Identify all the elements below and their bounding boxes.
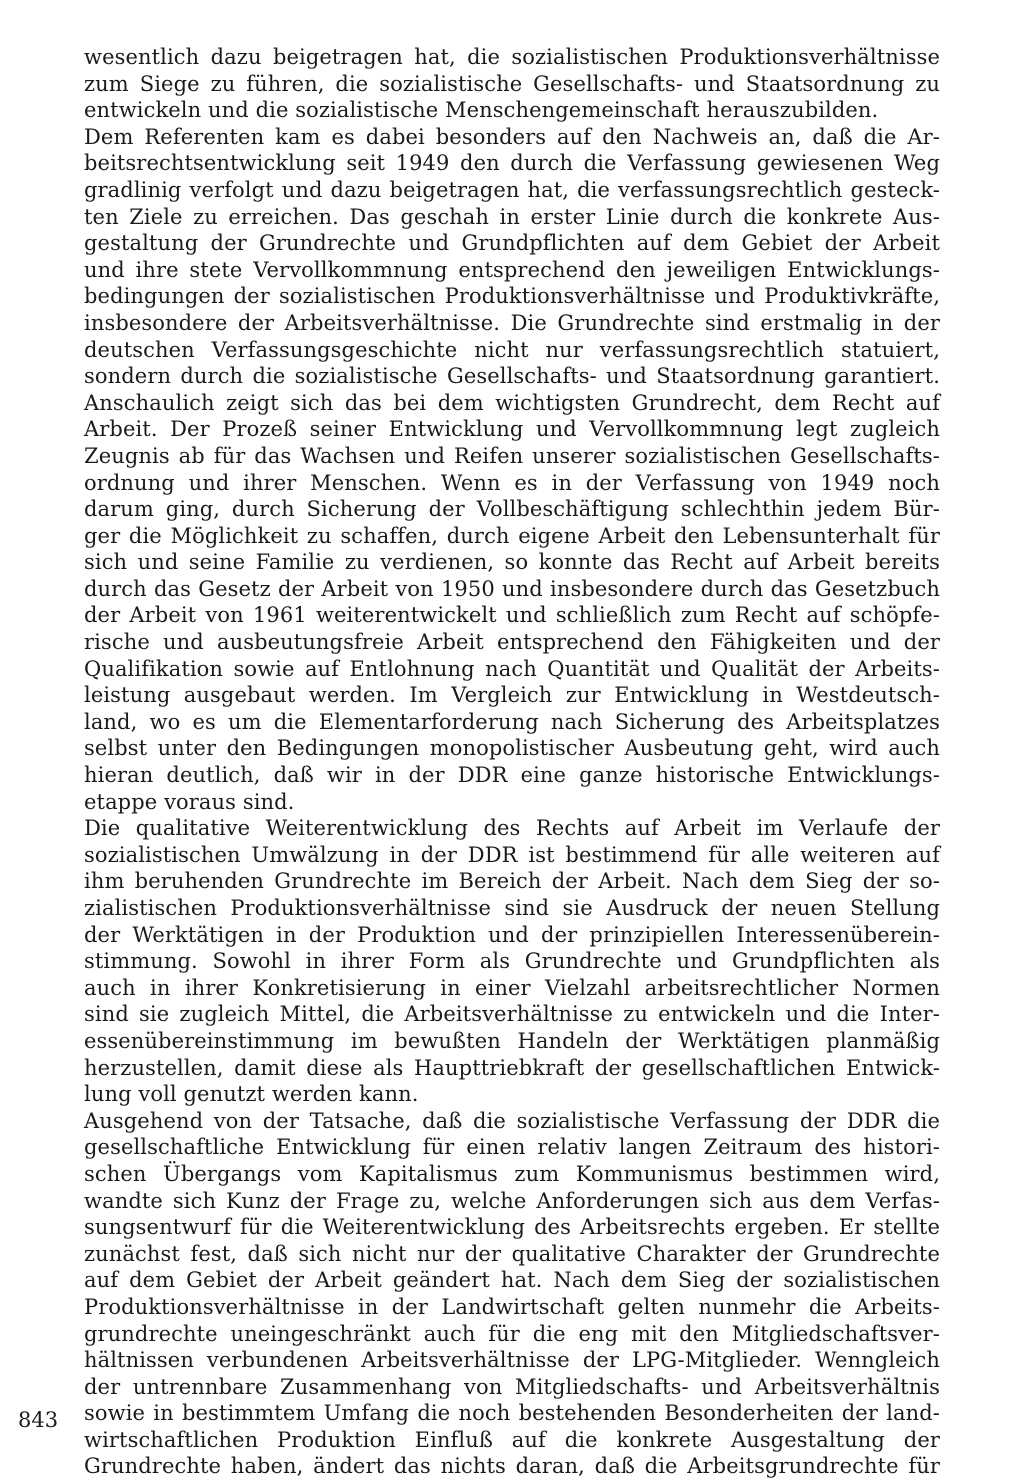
text-line: Grundrechte haben, ändert das nichts daran, daß die Arbeitsgrundrechte für	[84, 1454, 940, 1479]
text-line: etappe voraus sind.	[84, 789, 295, 814]
text-line: insbesondere der Arbeitsverhältnisse. Die Grundrechte sind erstmalig in der	[84, 310, 940, 335]
text-line: Zeugnis ab für das Wachsen und Reifen unserer sozialistischen Gesellschafts-	[84, 443, 940, 468]
text-line: darum ging, durch Sicherung der Vollbeschäftigung schlechthin jedem Bür-	[84, 497, 940, 522]
text-line: auch in ihrer Konkretisierung in einer Vielzahl arbeitsrechtlicher Normen	[84, 975, 940, 1000]
text-line: hältnissen verbundenen Arbeitsverhältnisse der LPG-Mitglieder. Wenngleich	[84, 1348, 940, 1373]
text-line: der untrennbare Zusammenhang von Mitgliedschafts- und Arbeitsverhältnis	[84, 1374, 940, 1399]
paragraph	[84, 124, 940, 815]
text-line: wandte sich Kunz der Frage zu, welche Anforderungen sich aus dem Verfas-	[84, 1188, 940, 1213]
page-number: 843	[18, 1408, 59, 1432]
paragraph	[84, 815, 940, 1108]
text-line: ten Ziele zu erreichen. Das geschah in erster Linie durch die konkrete Aus-	[84, 204, 940, 229]
text-line: sozialistischen Umwälzung in der DDR ist bestimmend für alle weiteren auf	[84, 842, 940, 867]
text-line: der Arbeit von 1961 weiterentwickelt und schließlich zum Recht auf schöpfe-	[84, 603, 940, 628]
text-line: und ihre stete Vervollkommnung entsprechend den jeweiligen Entwicklungs-	[84, 257, 940, 282]
text-line: gradlinig verfolgt und dazu beigetragen hat, die verfassungsrechtlich gesteck-	[84, 177, 940, 202]
text-line: Dem Referenten kam es dabei besonders auf den Nachweis an, daß die Ar-	[84, 124, 940, 149]
text-line: ihm beruhenden Grundrechte im Bereich der Arbeit. Nach dem Sieg der so-	[84, 869, 940, 894]
text-line: Arbeit. Der Prozeß seiner Entwicklung und Vervollkommnung legt zugleich	[84, 417, 940, 442]
text-line: grundrechte uneingeschränkt auch für die eng mit den Mitgliedschaftsver-	[84, 1321, 940, 1346]
text-line: ger die Möglichkeit zu schaffen, durch eigene Arbeit den Lebensunterhalt für	[84, 523, 940, 548]
text-line: Die qualitative Weiterentwicklung des Rechts auf Arbeit im Verlaufe der	[84, 816, 940, 841]
text-line: deutschen Verfassungsgeschichte nicht nur verfassungsrechtlich statuiert,	[84, 337, 940, 362]
text-line: sich und seine Familie zu verdienen, so konnte das Recht auf Arbeit bereits	[84, 550, 940, 575]
text-line: zum Siege zu führen, die sozialistische Gesellschafts- und Staatsordnung zu	[84, 71, 940, 96]
text-line: gestaltung der Grundrechte und Grundpflichten auf dem Gebiet der Arbeit	[84, 231, 940, 256]
paragraph	[84, 44, 940, 124]
text-line: zunächst fest, daß sich nicht nur der qualitative Charakter der Grundrechte	[84, 1241, 940, 1266]
text-line: sondern durch die sozialistische Gesellschafts- und Staatsordnung garantiert.	[84, 364, 940, 389]
text-line: gesellschaftliche Entwicklung für einen relativ langen Zeitraum des histori-	[84, 1135, 940, 1160]
text-line: essenübereinstimmung im bewußten Handeln der Werktätigen planmäßig	[84, 1028, 940, 1053]
text-line: sowie in bestimmtem Umfang die noch bestehenden Besonderheiten der land-	[84, 1401, 940, 1426]
text-line: Produktionsverhältnisse in der Landwirtschaft gelten nunmehr die Arbeits-	[84, 1294, 940, 1319]
text-line: hieran deutlich, daß wir in der DDR eine ganze historische Entwicklungs-	[84, 763, 940, 788]
text-line: herzustellen, damit diese als Haupttriebkraft der gesellschaftlichen Entwick-	[84, 1055, 940, 1080]
text-line: ordnung und ihrer Menschen. Wenn es in der Verfassung von 1949 noch	[84, 470, 940, 495]
text-line: selbst unter den Bedingungen monopolistischer Ausbeutung geht, wird auch	[84, 736, 940, 761]
text-line: stimmung. Sowohl in ihrer Form als Grundrechte und Grundpflichten als	[84, 949, 940, 974]
text-line: Anschaulich zeigt sich das bei dem wichtigsten Grundrecht, dem Recht auf	[84, 390, 940, 415]
text-line: leistung ausgebaut werden. Im Vergleich zur Entwicklung in Westdeutsch-	[84, 683, 940, 708]
text-line: bedingungen der sozialistischen Produktionsverhältnisse und Produktivkräfte,	[84, 284, 940, 309]
text-line: auf dem Gebiet der Arbeit geändert hat. Nach dem Sieg der sozialistischen	[84, 1268, 940, 1293]
text-line: sind sie zugleich Mittel, die Arbeitsverhältnisse zu entwickeln und die Inter-	[84, 1002, 940, 1027]
text-line: der Werktätigen in der Produktion und der prinzipiellen Interessenüberein-	[84, 922, 940, 947]
text-line: entwickeln und die sozialistische Menschengemeinschaft herauszubilden.	[84, 98, 879, 123]
text-line: schen Übergangs vom Kapitalismus zum Kommunismus bestimmen wird,	[84, 1161, 940, 1186]
text-line: land, wo es um die Elementarforderung nach Sicherung des Arbeitsplatzes	[84, 709, 940, 734]
text-line: rische und ausbeutungsfreie Arbeit entsprechend den Fähigkeiten und der	[84, 630, 940, 655]
text-line: Qualifikation sowie auf Entlohnung nach Quantität und Qualität der Arbeits-	[84, 656, 940, 681]
text-line: wirtschaftlichen Produktion Einfluß auf die konkrete Ausgestaltung der	[84, 1427, 940, 1452]
text-line: Ausgehend von der Tatsache, daß die sozialistische Verfassung der DDR die	[84, 1108, 940, 1133]
text-line: durch das Gesetz der Arbeit von 1950 und insbesondere durch das Gesetzbuch	[84, 576, 940, 601]
text-line: beitsrechtsentwicklung seit 1949 den durch die Verfassung gewiesenen Weg	[84, 151, 940, 176]
paragraph	[84, 1108, 940, 1480]
body-text	[84, 44, 940, 1480]
text-line: wesentlich dazu beigetragen hat, die sozialistischen Produktionsverhältnisse	[84, 45, 940, 69]
text-line: sungsentwurf für die Weiterentwicklung des Arbeitsrechts ergeben. Er stellte	[84, 1215, 940, 1240]
text-line: lung voll genutzt werden kann.	[84, 1082, 419, 1107]
text-line: zialistischen Produktionsverhältnisse sind sie Ausdruck der neuen Stellung	[84, 896, 940, 920]
